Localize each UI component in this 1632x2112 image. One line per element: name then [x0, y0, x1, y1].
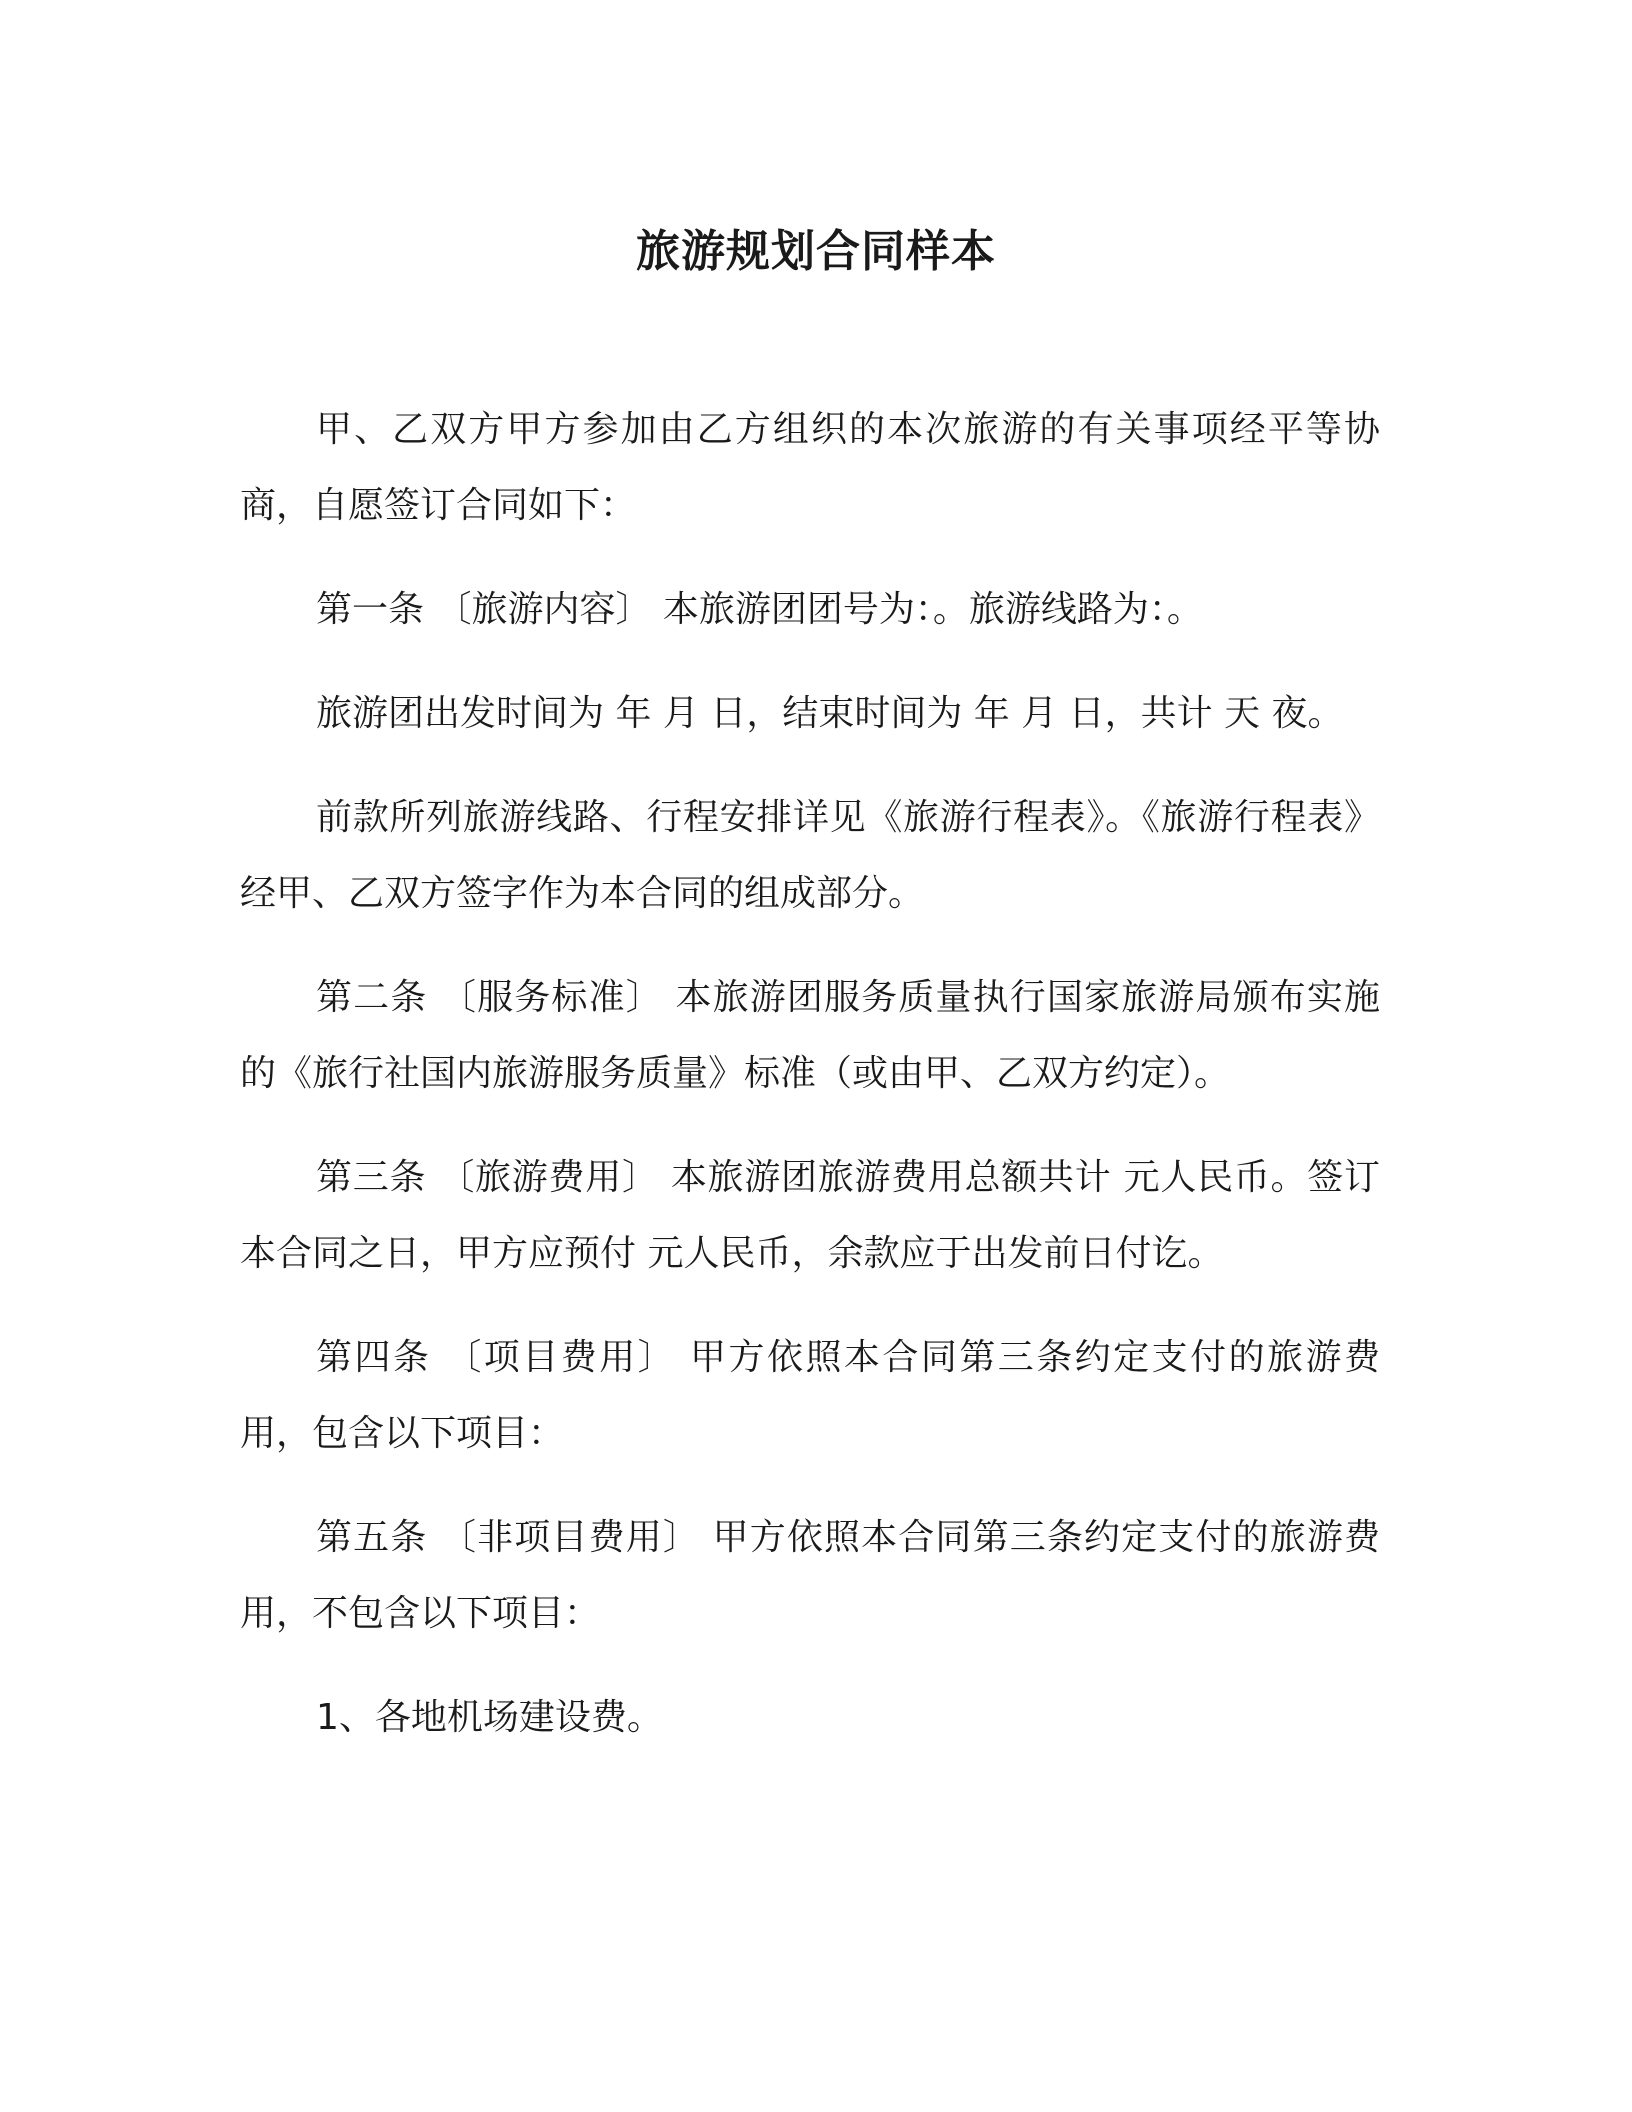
paragraph-departure-time: 旅游团出发时间为 年 月 日，结束时间为 年 月 日，共计 天 夜。 — [316, 693, 1344, 734]
paragraph-preamble: 甲、乙双方甲方参加由乙方组织的本次旅游的有关事项经平等协商，自愿签订合同如下： — [240, 409, 1380, 526]
paragraph-item-1: 1、各地机场建设费。 — [316, 1697, 663, 1738]
document-body — [240, 392, 1380, 1784]
paragraph-article-2: 第二条 〔服务标准〕 本旅游团服务质量执行国家旅游局颁布实施的《旅行社国内旅游服务质量》标准（或由甲、乙双方约定）。 — [240, 977, 1380, 1094]
paragraph-article-3: 第三条 〔旅游费用〕 本旅游团旅游费用总额共计 元人民币。签订本合同之日，甲方应预付 元人民币，余款应于出发前日付讫。 — [240, 1157, 1380, 1274]
paragraph-itinerary: 前款所列旅游线路、行程安排详见《旅游行程表》。《旅游行程表》经甲、乙双方签字作为本合同的组成部分。 — [240, 797, 1380, 914]
paragraph-article-4: 第四条 〔项目费用〕 甲方依照本合同第三条约定支付的旅游费用，包含以下项目： — [240, 1337, 1380, 1454]
paragraph-article-5: 第五条 〔非项目费用〕 甲方依照本合同第三条约定支付的旅游费用，不包含以下项目： — [240, 1517, 1380, 1634]
document-title: 旅游规划合同样本 — [636, 226, 996, 277]
paragraph-article-1: 第一条 〔旅游内容〕 本旅游团团号为：。旅游线路为：。 — [316, 589, 1203, 630]
